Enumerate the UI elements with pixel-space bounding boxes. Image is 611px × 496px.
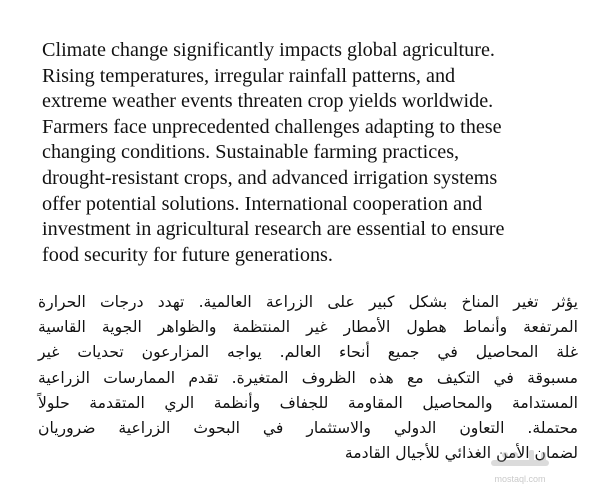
english-paragraph: [42, 38, 582, 268]
english-line: changing conditions. Sustainable farming practices,: [42, 141, 460, 164]
arabic-line: المرتفعة وأنماط هطول الأمطار غير المنتظمة والظواهر الجوية القاسية: [38, 318, 578, 337]
arabic-line: المستدامة والمحاصيل المقاومة للجفاف وأنظمة الري المتقدمة حلولاً: [38, 393, 578, 412]
english-line: investment in agricultural research are essential to ensure: [42, 218, 505, 241]
english-line: drought-resistant crops, and advanced irrigation systems: [42, 166, 498, 189]
arabic-line: مسبوقة في التكيف مع هذه الظروف المتغيرة. تقدم الممارسات الزراعية: [38, 368, 578, 387]
arabic-line: غلة المحاصيل في جميع أنحاء العالم. يواجه المزارعون تحديات غير: [38, 343, 578, 362]
mostaql-watermark: [485, 448, 555, 490]
watermark-site-text: mostaql.com: [494, 474, 546, 484]
english-line: offer potential solutions. International cooperation and: [42, 192, 483, 215]
english-line: food security for future generations.: [42, 243, 333, 266]
english-line: Climate change significantly impacts global agriculture.: [42, 39, 495, 61]
english-line: extreme weather events threaten crop yields worldwide.: [42, 90, 494, 113]
english-line: Rising temperatures, irregular rainfall patterns, and: [42, 64, 456, 87]
arabic-paragraph: [38, 290, 578, 466]
arabic-line: محتملة. التعاون الدولي والاستثمار في البحوث الزراعية ضروريان: [38, 419, 578, 438]
english-line: Farmers face unprecedented challenges adapting to these: [42, 115, 502, 138]
arabic-line: يؤثر تغير المناخ بشكل كبير على الزراعة العالمية. تهدد درجات الحرارة: [38, 293, 578, 311]
arabic-line: لضمان الأمن الغذائي للأجيال القادمة: [344, 444, 578, 463]
mostaql-logo-icon: [485, 448, 555, 476]
